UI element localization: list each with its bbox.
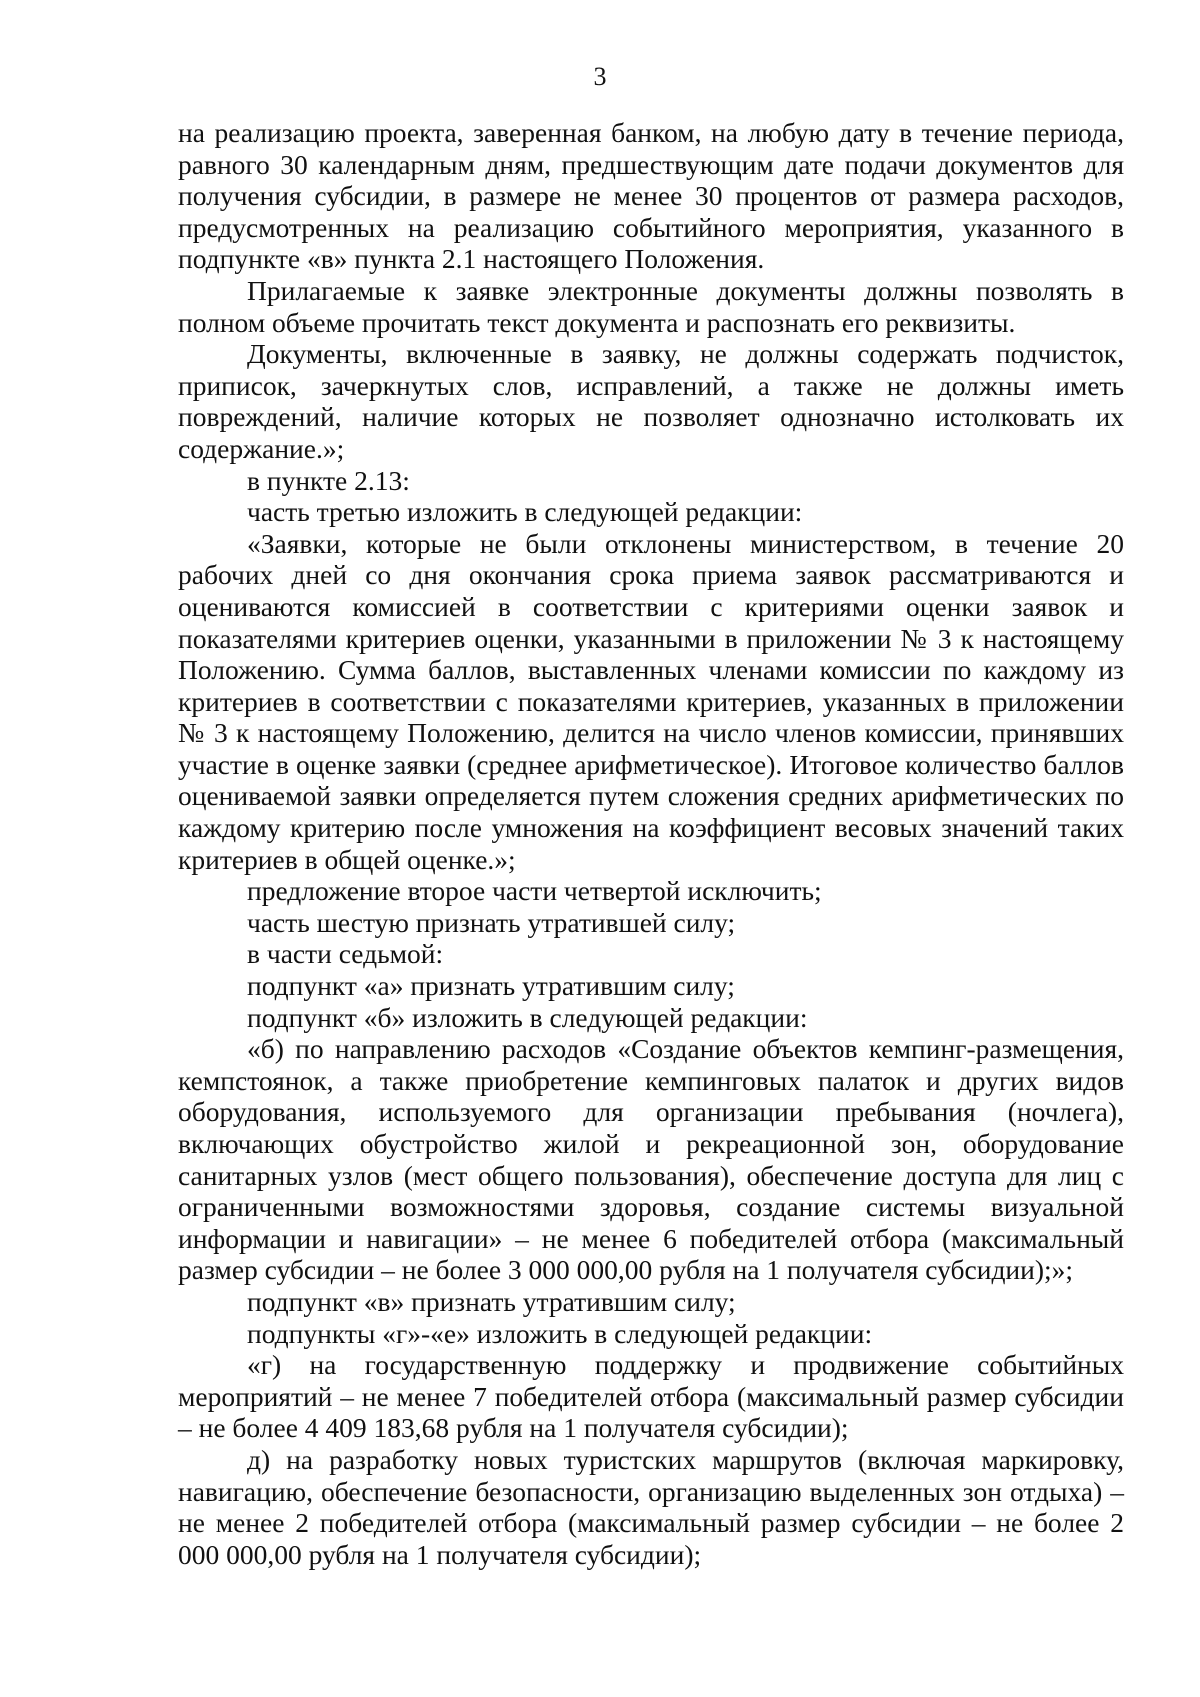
paragraph-applications-evaluation: «Заявки, которые не были отклонены министерством, в течение 20 рабочих дней со дня окончания срока приема заявок рассматриваются и оцениваются комиссией в соответствии с критериями оценки заявок и показателями критериев оценки, указанными в приложении № 3 к настоящему Положению. Сумма баллов, выставленных членами комиссии по каждому из критериев в соответствии с показателями критериев, указанных в приложении № 3 к настоящему Положению, делится на число членов комиссии, принявших участие в оценке заявки (среднее арифметическое). Итоговое количество баллов оцениваемой заявки определяется путем сложения средних арифметических по каждому критерию после умножения на коэффициент весовых значений таких критериев в общей оценке.»; bbox=[178, 527, 1124, 875]
paragraph-continuation: на реализацию проекта, заверенная банком, на любую дату в течение периода, равного 30 календарным дням, предшествующим дате подачи документов для получения субсидии, в размере не менее 30 процентов от размера расходов, предусмотренных на реализацию событийного мероприятия, указанного в подпункте «в» пункта 2.1 настоящего Положения. bbox=[178, 117, 1124, 275]
paragraph-part-four-sentence: предложение второе части четвертой исключить; bbox=[247, 875, 822, 907]
page-number: 3 bbox=[593, 62, 607, 91]
paragraph-subclause-b: «б) по направлению расходов «Создание объектов кемпинг-размещения, кемпстоянок, а также приобретение кемпинговых палаток и других видов оборудования, используемого для организации пребывания (ночлега), включающих обустройство жилой и рекреационной зон, оборудование санитарных узлов (мест общего пользования), обеспечение доступа для лиц с ограниченными возможностями здоровья, создание системы визуальной информации и навигации» – не менее 6 победителей отбора (максимальный размер субсидии – не более 3 000 000,00 рубля на 1 получателя субсидии);»; bbox=[178, 1033, 1124, 1286]
paragraph-clause-2-13: в пункте 2.13: bbox=[247, 464, 410, 496]
paragraph-documents-requirements: Документы, включенные в заявку, не должны содержать подчисток, приписок, зачеркнутых слов, исправлений, а также не должны иметь повреждений, наличие которых не позволяет однозначно истолковать их содержание.»; bbox=[178, 338, 1124, 464]
paragraph-subclause-g: «г) на государственную поддержку и продвижение событийных мероприятий – не менее 7 победителей отбора (максимальный размер субсидии – не более 4 409 183,68 рубля на 1 получателя субсидии); bbox=[178, 1349, 1124, 1444]
paragraph-electronic-documents: Прилагаемые к заявке электронные документы должны позволять в полном объеме прочитать текст документа и распознать его реквизиты. bbox=[178, 274, 1124, 338]
paragraph-subclause-b-heading: подпункт «б» изложить в следующей редакции: bbox=[247, 1001, 808, 1033]
paragraph-part-six: часть шестую признать утратившей силу; bbox=[247, 906, 736, 938]
paragraph-part-seven: в части седьмой: bbox=[247, 938, 444, 970]
paragraph-subclause-d: д) на разработку новых туристских маршрутов (включая маркировку, навигацию, обеспечение безопасности, организацию выделенных зон отдыха) – не менее 2 победителей отбора (максимальный размер субсидии – не более 2 000 000,00 рубля на 1 получателя субсидии); bbox=[178, 1443, 1124, 1570]
document-body bbox=[178, 117, 1124, 1570]
paragraph-part-three-heading: часть третью изложить в следующей редакции: bbox=[247, 496, 803, 528]
paragraph-subclauses-g-e-heading: подпункты «г»-«е» изложить в следующей редакции: bbox=[247, 1317, 873, 1349]
paragraph-subclause-a: подпункт «а» признать утратившим силу; bbox=[247, 970, 735, 1002]
paragraph-subclause-v: подпункт «в» признать утратившим силу; bbox=[247, 1285, 736, 1317]
